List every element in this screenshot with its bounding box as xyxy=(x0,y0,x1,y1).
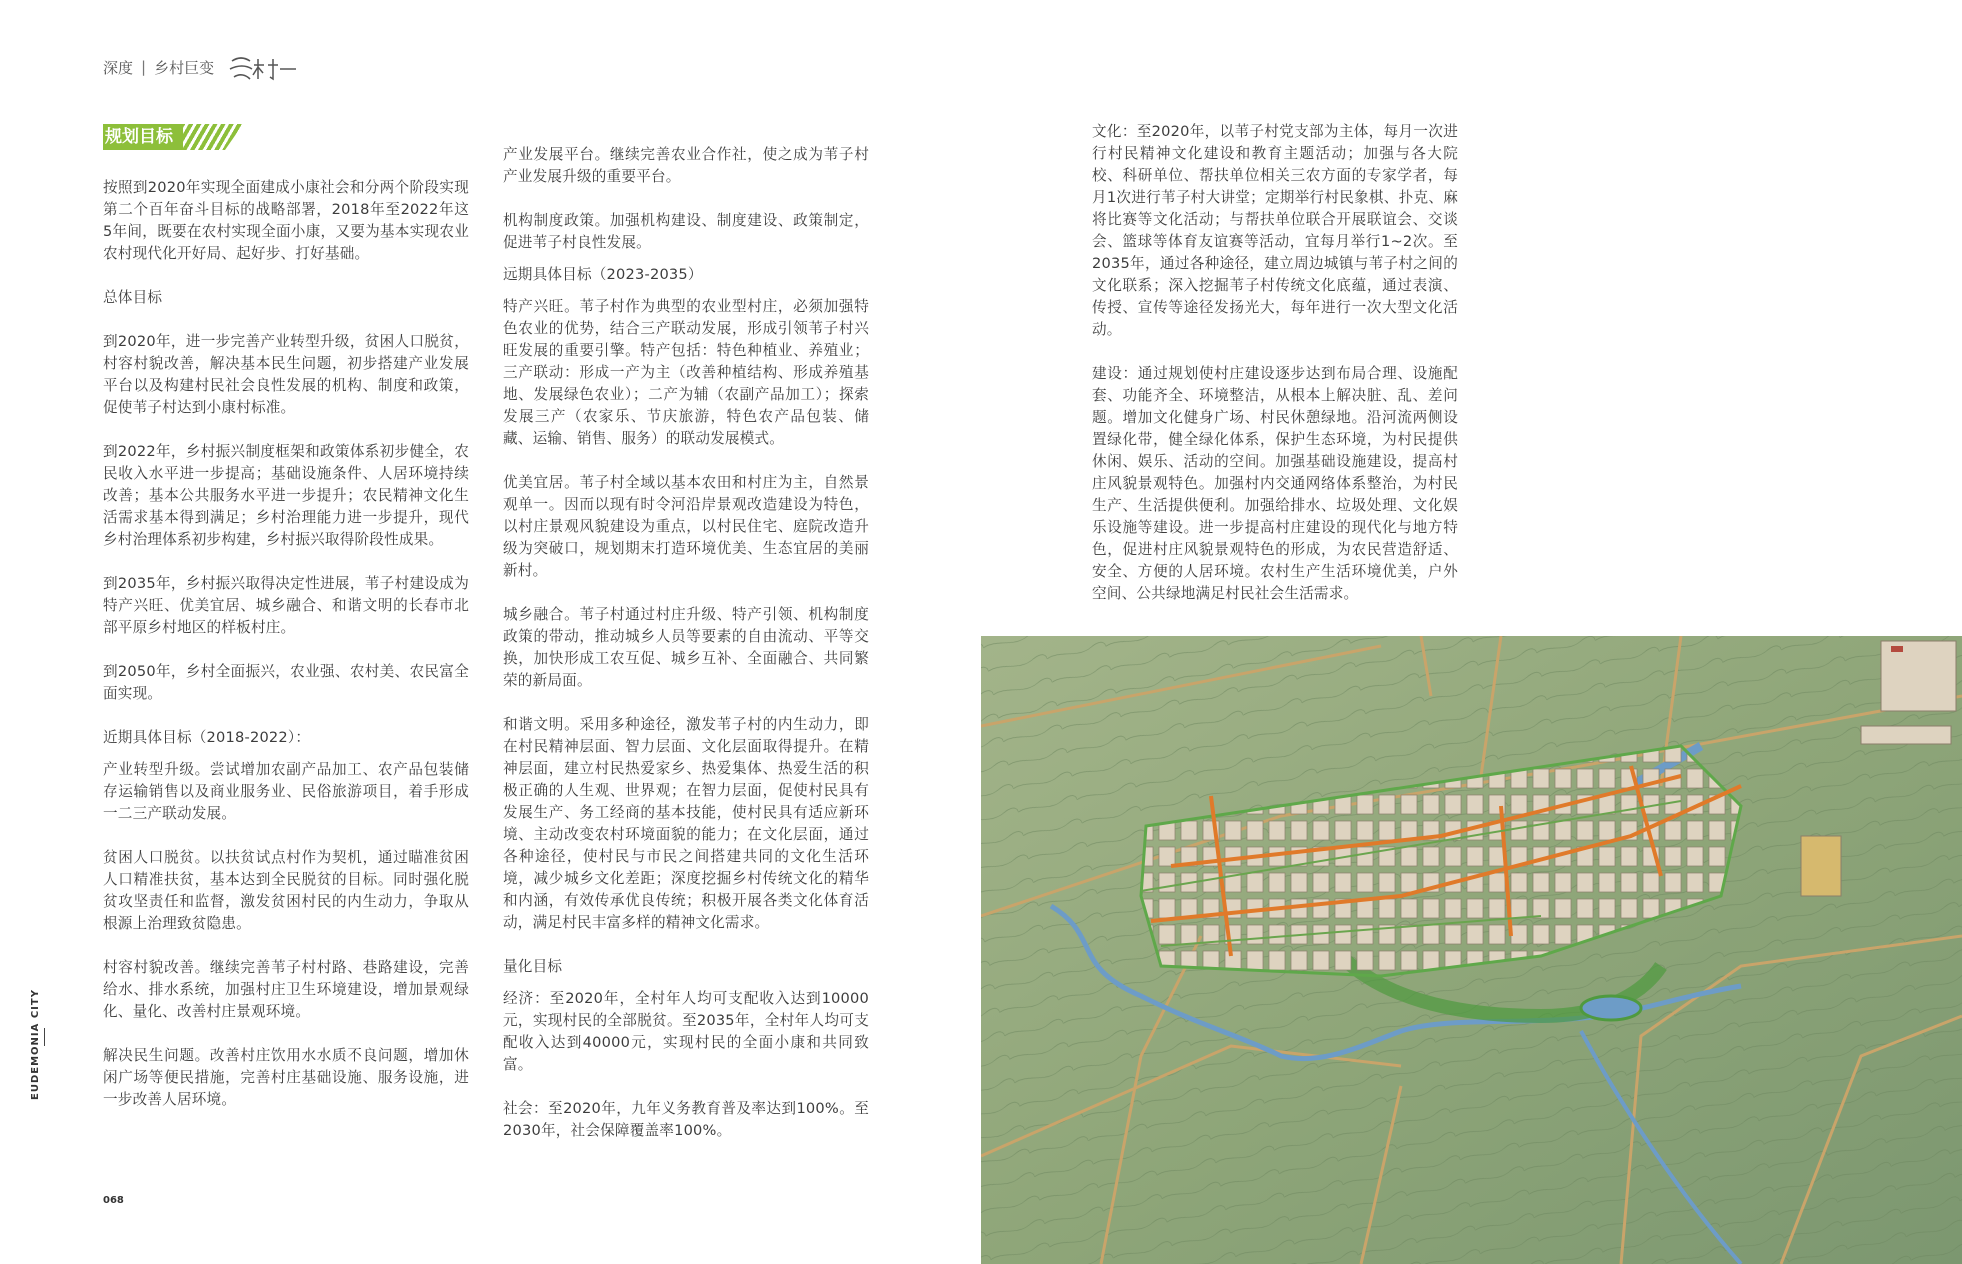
header-column: 乡村巨变 xyxy=(154,58,215,77)
magazine-name-vertical: EUDEMONIA CITY xyxy=(30,989,41,1100)
goal-2035-paragraph: 到2035年，乡村振兴取得决定性进展，苇子村建设成为特产兴旺、优美宜居、城乡融合、和谐文明的长春市北部平原乡村地区的样板村庄。 xyxy=(103,575,469,636)
platform-paragraph: 产业发展平台。继续完善农业合作社，使之成为苇子村产业发展升级的重要平台。 xyxy=(503,146,869,185)
section-title xyxy=(103,124,243,150)
page-header xyxy=(103,52,298,82)
section-title-stripes xyxy=(183,124,243,150)
quantified-heading: 量化目标 xyxy=(503,958,563,975)
construction-paragraph: 建设：通过规划使村庄建设逐步达到布局合理、设施配套、功能齐全、环境整洁，从根本上解决脏、乱、差问题。增加文化健身广场、村民休憩绿地。沿河流两侧设置绿化带，健全绿化体系，保护生态环境，为村民提供休闲、娱乐、活动的空间。加强基础设施建设，提高村庄风貌景观特色。加强村内交通网络体系整治，为村民生产、生活提供便利。加强给排水、垃圾处理、文化娱乐设施等建设。进一步提高村庄建设的现代化与地方特色，促进村庄风貌景观特色的形成，为农民营造舒适、安全、方便的人居环境。农村生产生活环境优美，户外空间、公共绿地满足村民社会生活需求。 xyxy=(1092,365,1458,602)
culture-paragraph: 文化：至2020年，以苇子村党支部为主体，每月一次进行村民精神文化建设和教育主题活动；加强与各大院校、科研单位、帮扶单位相关三农方面的专家学者，每月1次进行苇子村大讲堂；定期举行村民象棋、扑克、麻将比赛等文化活动；与帮扶单位联合开展联谊会、交谈会、篮球等体育友谊赛等活动，宜每月举行1~2次。至2035年，通过各种途径，建立周边城镇与苇子村之间的文化联系；深入挖掘苇子村传统文化底蕴，通过表演、传授、宣传等途径发扬光大，每年进行一次大型文化活动。 xyxy=(1092,123,1458,338)
header-section: 深度 xyxy=(103,58,134,77)
goal-2020-paragraph: 到2020年，进一步完善产业转型升级，贫困人口脱贫，村容村貌改善，解决基本民生问题，初步搭建产业发展平台以及构建村民社会良性发展的机构、制度和政策，促使苇子村达到小康村标准。 xyxy=(103,333,469,416)
column-2 xyxy=(503,144,869,1164)
village-calligraphy-logo-icon xyxy=(228,53,298,81)
goal-2050-paragraph: 到2050年，乡村全面振兴，农业强、农村美、农民富全面实现。 xyxy=(103,663,469,702)
livelihood-paragraph: 解决民生问题。改善村庄饮用水水质不良问题，增加休闲广场等便民措施，完善村庄基础设施、服务设施，进一步改善人居环境。 xyxy=(103,1047,469,1108)
society-paragraph: 社会：至2020年，九年义务教育普及率达到100%。至2030年，社会保障覆盖率100%。 xyxy=(503,1100,869,1139)
page-number: 068 xyxy=(103,1195,124,1206)
poverty-paragraph: 贫困人口脱贫。以扶贫试点村作为契机，通过瞄准贫困人口精准扶贫，基本达到全民脱贫的目标。同时强化脱贫攻坚责任和监督，激发贫困村民的内生动力，争取从根源上治理致贫隐患。 xyxy=(103,849,469,932)
overall-heading: 总体目标 xyxy=(103,289,163,306)
specialty-paragraph: 特产兴旺。苇子村作为典型的农业型村庄，必须加强特色农业的优势，结合三产联动发展，形成引领苇子村兴旺发展的重要引擎。特产包括：特色种植业、养殖业；三产联动：形成一产为主（改善种植结构、形成养殖基地、发展绿色农业）；二产为辅（农副产品加工）；探索发展三产（农家乐、节庆旅游，特色农产品包装、储藏、运输、销售、服务）的联动发展模式。 xyxy=(503,298,869,447)
village-site-plan-map-icon xyxy=(981,636,1962,1264)
village-site-plan-map xyxy=(981,636,1962,1264)
goal-2022-paragraph: 到2022年，乡村振兴制度框架和政策体系初步健全，农民收入水平进一步提高；基础设施条件、人居环境持续改善；基本公共服务水平进一步提升；农民精神文化生活需求基本得到满足；乡村治理能力进一步提升，现代乡村治理体系初步构建，乡村振兴取得阶段性成果。 xyxy=(103,443,469,548)
header-separator: | xyxy=(141,58,147,76)
appearance-paragraph: 村容村貌改善。继续完善苇子村村路、巷路建设，完善给水、排水系统，加强村庄卫生环境建设，增加景观绿化、量化、改善村庄景观环境。 xyxy=(103,959,469,1020)
side-divider xyxy=(44,1028,45,1046)
section-title-label: 规划目标 xyxy=(103,124,183,150)
economy-paragraph: 经济：至2020年，全村年人均可支配收入达到10000元，实现村民的全部脱贫。至2035年，全村年人均可支配收入达到40000元，实现村民的全面小康和共同致富。 xyxy=(503,990,869,1073)
column-1 xyxy=(103,177,469,1133)
integration-paragraph: 城乡融合。苇子村通过村庄升级、特产引领、机构制度政策的带动，推动城乡人员等要素的自由流动、平等交换，加快形成工农互促、城乡互补、全面融合、共同繁荣的新局面。 xyxy=(503,606,869,689)
intro-paragraph: 按照到2020年实现全面建成小康社会和分两个阶段实现第二个百年奋斗目标的战略部署，2018年至2022年这5年间，既要在农村实现全面小康，又要为基本实现农业农村现代化开好局、起好步、打好基础。 xyxy=(103,179,469,262)
long-term-heading: 远期具体目标（2023-2035） xyxy=(503,266,703,283)
near-term-heading: 近期具体目标（2018-2022）： xyxy=(103,729,311,746)
industry-paragraph: 产业转型升级。尝试增加农副产品加工、农产品包装储存运输销售以及商业服务业、民俗旅游项目，着手形成一二三产联动发展。 xyxy=(103,761,469,822)
harmony-paragraph: 和谐文明。采用多种途径，激发苇子村的内生动力，即在村民精神层面、智力层面、文化层面取得提升。在精神层面，建立村民热爱家乡、热爱集体、热爱生活的积极正确的人生观、世界观；在智力层面，促使村民具有发展生产、务工经商的基本技能，使村民具有适应新环境、主动改变农村环境面貌的能力；在文化层面，通过各种途径，使村民与市民之间搭建共同的文化生活环境，减少城乡文化差距；深度挖掘乡村传统文化的精华和内涵，有效传承优良传统；积极开展各类文化体育活动，满足村民丰富多样的精神文化需求。 xyxy=(503,716,869,931)
livable-paragraph: 优美宜居。苇子村全域以基本农田和村庄为主，自然景观单一。因而以现有时令河沿岸景观改造建设为特色，以村庄景观风貌建设为重点，以村民住宅、庭院改造升级为突破口，规划期末打造环境优美、生态宜居的美丽新村。 xyxy=(503,474,869,579)
column-3 xyxy=(1092,121,1458,627)
institution-paragraph: 机构制度政策。加强机构建设、制度建设、政策制定，促进苇子村良性发展。 xyxy=(503,212,869,251)
